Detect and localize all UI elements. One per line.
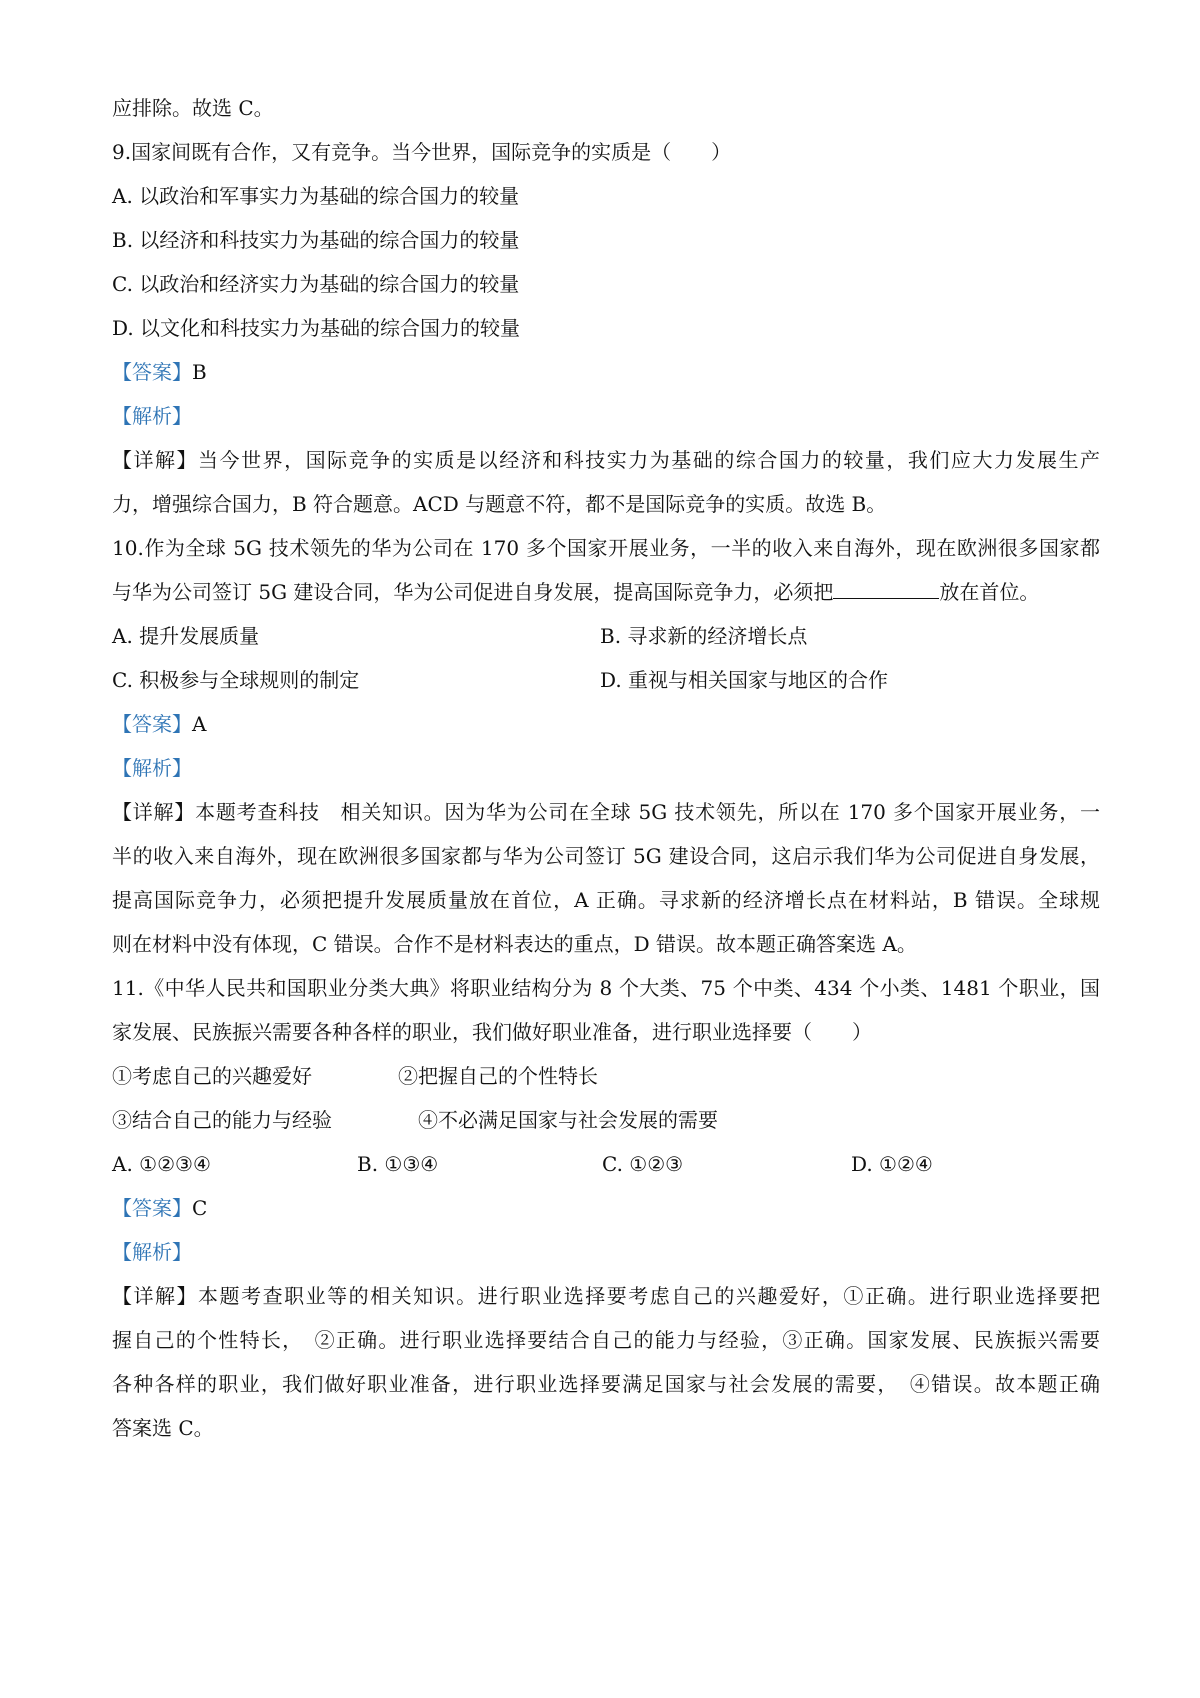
q10-answer-value: A xyxy=(192,712,207,736)
q10-option-b: B. 寻求新的经济增长点 xyxy=(600,624,808,648)
q11-answer xyxy=(112,1194,207,1222)
q10-detail-text-1: 本题考查科技 相关知识。因为华为公司在全球 5G 技术领先，所以在 170 多个国家开展业务，一 xyxy=(195,800,1100,824)
q10-detail-line-3: 提高国际竞争力，必须把提升发展质量放在首位，A 正确。寻求新的经济增长点在材料站，B 错误。全球规 xyxy=(112,888,1100,912)
q11-answer-value: C xyxy=(192,1196,208,1220)
q10-analysis-tag: 【解析】 xyxy=(112,756,192,780)
q10-stem-line-1: 10.作为全球 5G 技术领先的华为公司在 170 多个国家开展业务，一半的收入来自海外，现在欧洲很多国家都 xyxy=(112,536,1100,560)
q11-stem-line-2: 家发展、民族振兴需要各种各样的职业，我们做好职业准备，进行职业选择要（ ） xyxy=(112,1020,872,1044)
answer-tag: 【答案】 xyxy=(112,1196,192,1220)
q9-option-b: B. 以经济和科技实力为基础的综合国力的较量 xyxy=(112,228,520,252)
fill-blank xyxy=(833,578,939,599)
q10-answer xyxy=(112,710,206,738)
q11-detail-text-1: 本题考查职业等的相关知识。进行职业选择要考虑自己的兴趣爱好，①正确。进行职业选择要把 xyxy=(198,1284,1101,1308)
q9-answer xyxy=(112,358,207,386)
q11-detail-line-2: 握自己的个性特长， ②正确。进行职业选择要结合自己的能力与经验，③正确。国家发展、民族振兴需要 xyxy=(112,1328,1100,1352)
q11-option-b: B. ①③④ xyxy=(357,1152,439,1176)
previous-answer-tail: 应排除。故选 C。 xyxy=(112,96,274,120)
q9-analysis-tag: 【解析】 xyxy=(112,404,192,428)
q9-detail-line-2: 力，增强综合国力，B 符合题意。ACD 与题意不符，都不是国际竞争的实质。故选 B。 xyxy=(112,492,887,516)
q11-statement-4: ④不必满足国家与社会发展的需要 xyxy=(418,1108,718,1132)
q9-answer-value: B xyxy=(192,360,207,384)
q11-detail-line-1 xyxy=(112,1282,1100,1310)
q11-detail-line-4: 答案选 C。 xyxy=(112,1416,214,1440)
q11-analysis-tag: 【解析】 xyxy=(112,1240,192,1264)
q10-option-c: C. 积极参与全球规则的制定 xyxy=(112,668,360,692)
q9-detail-text-1: 当今世界，国际竞争的实质是以经济和科技实力为基础的综合国力的较量，我们应大力发展生产 xyxy=(198,448,1101,472)
q10-stem-post: 放在首位。 xyxy=(939,580,1040,604)
q11-option-c: C. ①②③ xyxy=(602,1152,684,1176)
q10-option-d: D. 重视与相关国家与地区的合作 xyxy=(600,668,889,692)
answer-tag: 【答案】 xyxy=(112,360,192,384)
q11-statement-2: ②把握自己的个性特长 xyxy=(398,1064,598,1088)
q10-detail-line-4: 则在材料中没有体现，C 错误。合作不是材料表达的重点，D 错误。故本题正确答案选 A。 xyxy=(112,932,917,956)
detail-tag: 【详解】 xyxy=(112,1284,199,1308)
q11-option-d: D. ①②④ xyxy=(851,1152,933,1176)
q10-detail-line-2: 半的收入来自海外，现在欧洲很多国家都与华为公司签订 5G 建设合同，这启示我们华为公司促进自身发展， xyxy=(112,844,1100,868)
q10-detail-line-1 xyxy=(112,798,1100,826)
q9-detail-line-1 xyxy=(112,446,1100,474)
q9-option-a: A. 以政治和军事实力为基础的综合国力的较量 xyxy=(112,184,520,208)
detail-tag: 【详解】 xyxy=(112,800,196,824)
q9-option-d: D. 以文化和科技实力为基础的综合国力的较量 xyxy=(112,316,521,340)
q11-option-a: A. ①②③④ xyxy=(112,1152,211,1176)
q10-option-a: A. 提升发展质量 xyxy=(112,624,260,648)
q11-detail-line-3: 各种各样的职业，我们做好职业准备，进行职业选择要满足国家与社会发展的需要， ④错误。故本题正确 xyxy=(112,1372,1100,1396)
q11-statement-3: ③结合自己的能力与经验 xyxy=(112,1108,332,1132)
q11-stem-line-1: 11.《中华人民共和国职业分类大典》将职业结构分为 8 个大类、75 个中类、434 个小类、1481 个职业，国 xyxy=(112,976,1100,1000)
q10-stem-line-2 xyxy=(112,578,1039,606)
q9-option-c: C. 以政治和经济实力为基础的综合国力的较量 xyxy=(112,272,520,296)
answer-tag: 【答案】 xyxy=(112,712,192,736)
q11-statement-1: ①考虑自己的兴趣爱好 xyxy=(112,1064,312,1088)
q9-stem: 9.国家间既有合作，又有竞争。当今世界，国际竞争的实质是（ ） xyxy=(112,140,732,164)
detail-tag: 【详解】 xyxy=(112,448,199,472)
q10-stem-pre: 与华为公司签订 5G 建设合同，华为公司促进自身发展，提高国际竞争力，必须把 xyxy=(112,580,834,604)
